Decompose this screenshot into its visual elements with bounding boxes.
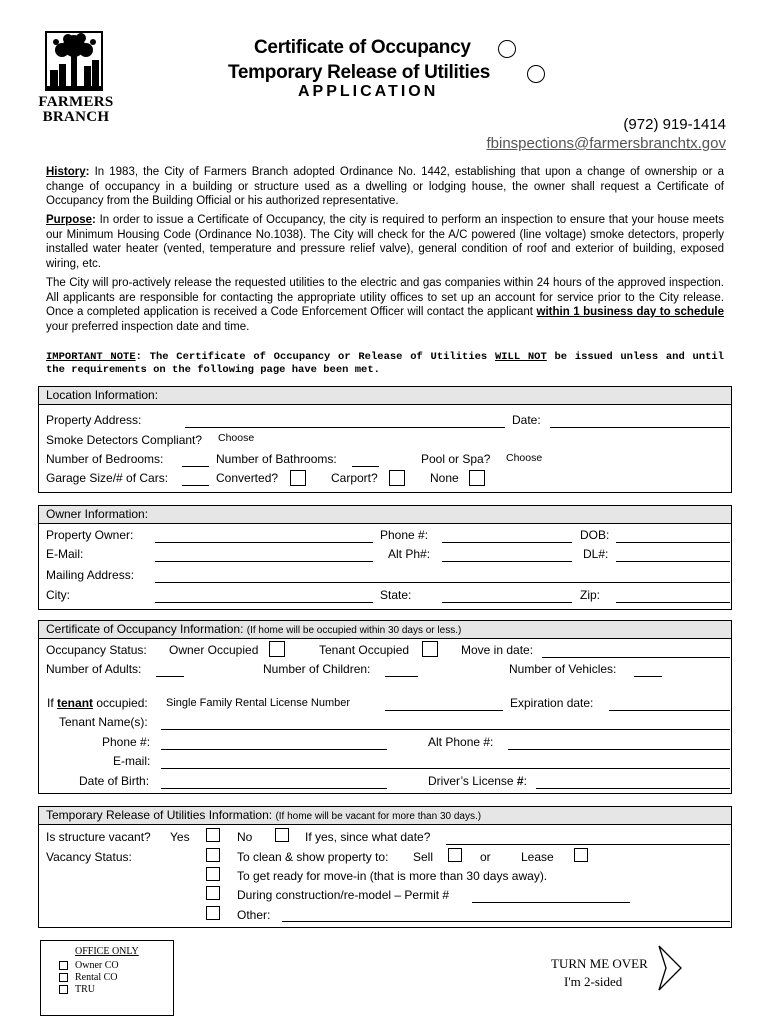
bedrooms-label: Number of Bedrooms: <box>46 452 164 466</box>
email-link[interactable]: fbinspections@farmersbranchtx.gov <box>486 135 726 152</box>
date-field[interactable] <box>550 427 730 428</box>
tenant-dob-label: Date of Birth: <box>79 774 150 788</box>
or-label: or <box>480 850 491 864</box>
bathrooms-label: Number of Bathrooms: <box>216 452 337 466</box>
logo-text-farmers: FARMERS <box>38 94 114 110</box>
none-checkbox[interactable] <box>469 470 485 486</box>
move-in-ready-label: To get ready for move-in (that is more than 30 days away). <box>237 869 548 883</box>
location-section <box>38 386 732 493</box>
vacant-no-checkbox[interactable] <box>275 828 289 842</box>
application-heading: APPLICATION <box>298 83 439 100</box>
tru-heading <box>39 807 731 825</box>
sell-checkbox[interactable] <box>448 848 462 862</box>
bathrooms-field[interactable] <box>352 466 379 467</box>
title-certificate-of-occupancy: Certificate of Occupancy <box>254 37 471 58</box>
vacancy-status-label: Vacancy Status: <box>46 850 132 864</box>
title-temporary-release: Temporary Release of Utilities <box>228 62 491 83</box>
history-text: In 1983, the City of Farmers Branch adopted Ordinance No. 1442, establishing that upon a change of ownership or a change of occupancy in a building or structure used as a dwelling or lodging house, the owner shall request a Certificate of Occupancy from the Building Official or his authorized representative. <box>46 166 724 207</box>
date-label: Date: <box>512 413 541 427</box>
tenant-dob-field[interactable] <box>161 788 387 789</box>
purpose-label: Purpose <box>46 214 93 226</box>
alt-ph-label: Alt Ph#: <box>388 547 431 561</box>
tenant-alt-phone-label: Alt Phone #: <box>428 735 494 749</box>
move-in-date-label: Move in date: <box>461 643 534 657</box>
dl-label: DL#: <box>583 547 609 561</box>
tenant-occupied-checkbox[interactable] <box>422 641 438 657</box>
other-label: Other: <box>237 908 271 922</box>
property-owner-field[interactable] <box>155 542 373 543</box>
since-date-label: If yes, since what date? <box>305 830 431 844</box>
state-label: State: <box>380 588 412 602</box>
tru-label: TRU <box>75 984 95 995</box>
vacant-question-label: Is structure vacant? <box>46 830 151 844</box>
note-label: IMPORTANT NOTE <box>46 351 136 363</box>
co-heading-note: (If home will be occupied within 30 days or less.) <box>246 625 462 636</box>
owner-occupied-checkbox[interactable] <box>269 641 285 657</box>
pool-spa-label: Pool or Spa? <box>421 452 491 466</box>
tenant-email-field[interactable] <box>161 768 730 769</box>
note-text-a: The Certificate of Occupancy or Release of Utilities <box>149 351 488 363</box>
note-will-not: WILL NOT <box>494 351 547 363</box>
mailing-address-label: Mailing Address: <box>46 568 135 582</box>
city-label: City: <box>46 588 70 602</box>
logo-text-branch: BRANCH <box>42 109 110 125</box>
zip-field[interactable] <box>616 602 730 603</box>
purpose-paragraph: Purpose: In order to issue a Certificate of Occupancy, the city is required to perform an inspection to ensure that your house meets our Minimum Housing Code (Ordinance No.1038). The City will check for the A/C powered (line voltage) smoke detectors, properly installed water heater (vented, temperature and pressure relief valve), general condition of roof and exterior of building, exposed wiring, etc. <box>46 214 724 270</box>
tenant-occupied-label: Tenant Occupied <box>319 643 410 657</box>
owner-phone-field[interactable] <box>442 542 572 543</box>
history-label: History <box>46 166 86 178</box>
owner-section <box>38 505 732 610</box>
rental-co-checkbox[interactable] <box>59 973 68 982</box>
vacant-yes-checkbox[interactable] <box>206 828 220 842</box>
rental-license-label: Single Family Rental License Number <box>166 697 351 709</box>
dob-label: DOB: <box>580 528 610 542</box>
rental-license-field[interactable] <box>385 710 503 711</box>
adults-label: Number of Adults: <box>46 662 142 676</box>
office-tru <box>75 984 95 995</box>
note-text-b: be issued unless and until the requirements on the following page have been met. <box>46 351 724 376</box>
owner-heading: Owner Information: <box>39 506 731 524</box>
owner-occupied-label: Owner Occupied <box>169 643 259 657</box>
co-section <box>38 620 732 794</box>
property-address-field[interactable] <box>185 427 505 428</box>
vehicles-field[interactable] <box>634 676 662 677</box>
tru-heading-note: (If home will be vacant for more than 30 days.) <box>275 811 482 822</box>
children-label: Number of Children: <box>263 662 371 676</box>
drivers-license-field[interactable] <box>536 788 730 789</box>
turn-me-over-text: TURN ME OVER <box>551 956 648 971</box>
if-tenant-occupied-label: If tenant occupied: <box>47 696 148 710</box>
tru-checkbox[interactable] <box>59 985 68 994</box>
lease-label: Lease <box>521 850 554 864</box>
alt-ph-field[interactable] <box>442 561 572 562</box>
office-only-box <box>40 940 174 1016</box>
construction-label: During construction/re-model – Permit # <box>237 888 450 902</box>
co-heading <box>39 621 731 639</box>
co-heading-text: Certificate of Occupancy Information: <box>46 622 244 636</box>
location-heading: Location Information: <box>39 387 731 405</box>
tenant-email-label: E-mail: <box>113 754 151 768</box>
tru-radio[interactable] <box>527 65 545 83</box>
permit-number-field[interactable] <box>472 902 630 903</box>
carport-label: Carport? <box>331 471 378 485</box>
tenant-phone-field[interactable] <box>161 749 387 750</box>
yes-label: Yes <box>170 830 190 844</box>
office-owner-co <box>75 960 119 971</box>
mailing-address-field[interactable] <box>155 582 730 583</box>
tenant-names-label: Tenant Name(s): <box>59 715 148 729</box>
release-text: The City will pro-actively release the requested utilities to the electric and gas companies within 24 hours of the approved inspection. All applicants are responsible for contacting the appropriate utility offices to set up an account for service prior to the City release. Once a completed application is received a Code Enforcement Officer will contact the applicant <box>46 277 724 318</box>
release-paragraph <box>46 276 724 334</box>
garage-field[interactable] <box>182 485 209 486</box>
occupancy-status-label: Occupancy Status: <box>46 643 147 657</box>
owner-email-field[interactable] <box>155 561 373 562</box>
owner-co-label: Owner CO <box>75 960 119 971</box>
owner-phone-label: Phone #: <box>380 528 429 542</box>
tru-heading-text: Temporary Release of Utilities Information: <box>46 808 273 822</box>
since-date-field[interactable] <box>446 844 730 845</box>
farmers-branch-logo <box>38 30 114 125</box>
history-paragraph: History: In 1983, the City of Farmers Branch adopted Ordinance No. 1442, establishing that upon a change of ownership or a change of occupancy in a building or structure used as a dwelling or lodging house, the owner shall request a Certificate of Occupancy from the Building Official or his authorized representative. <box>46 166 724 207</box>
sell-label: Sell <box>413 850 434 864</box>
property-owner-label: Property Owner: <box>46 528 134 542</box>
clean-show-checkbox[interactable] <box>206 848 220 862</box>
lease-checkbox[interactable] <box>574 848 588 862</box>
chevron-right-icon <box>656 944 684 992</box>
tenant-word: tenant <box>57 696 94 710</box>
no-label: No <box>237 830 253 844</box>
move-in-date-field[interactable] <box>542 657 730 658</box>
release-emphasis: within 1 business day to schedule <box>536 306 724 318</box>
state-field[interactable] <box>442 602 572 603</box>
tru-section <box>38 806 732 928</box>
other-checkbox[interactable] <box>206 906 220 920</box>
zip-label: Zip: <box>580 588 601 602</box>
dl-field[interactable] <box>616 561 730 562</box>
expiration-date-field[interactable] <box>609 710 730 711</box>
bedrooms-field[interactable] <box>182 466 209 467</box>
move-in-ready-checkbox[interactable] <box>206 867 220 881</box>
phone-number: (972) 919-1414 <box>623 116 726 133</box>
property-address-label: Property Address: <box>46 413 142 427</box>
owner-co-checkbox[interactable] <box>59 961 68 970</box>
converted-checkbox[interactable] <box>290 470 306 486</box>
dob-field[interactable] <box>616 542 730 543</box>
two-sided-text: I'm 2-sided <box>564 974 623 989</box>
tenant-phone-label: Phone #: <box>102 735 151 749</box>
drivers-license-label: Driver’s License #: <box>428 774 527 788</box>
smoke-detectors-label: Smoke Detectors Compliant? <box>46 433 203 447</box>
garage-label: Garage Size/# of Cars: <box>46 471 169 485</box>
purpose-text: In order to issue a Certificate of Occupancy, the city is required to perform an inspection to ensure that your house meets our Minimum Housing Code (Ordinance No.1038). The City will check for the A/C powered (line voltage) smoke detectors, properly installed water heater (vented, temperature and pressure relief valve), general condition of roof and exterior of building, exposed wiring, etc. <box>46 214 724 270</box>
tenant-alt-phone-field[interactable] <box>508 749 730 750</box>
none-label: None <box>430 471 459 485</box>
adults-field[interactable] <box>156 676 184 677</box>
co-radio[interactable] <box>498 40 516 58</box>
carport-checkbox[interactable] <box>389 470 405 486</box>
children-field[interactable] <box>385 676 418 677</box>
converted-label: Converted? <box>216 471 279 485</box>
tree-skyline-icon <box>44 30 104 92</box>
tenant-names-field[interactable] <box>161 729 730 730</box>
office-only-title: OFFICE ONLY <box>75 946 139 957</box>
rental-co-label: Rental CO <box>75 972 118 983</box>
smoke-detectors-select[interactable]: Choose <box>218 432 255 444</box>
clean-show-label: To clean & show property to: <box>237 850 389 864</box>
other-field[interactable] <box>282 921 730 922</box>
owner-email-label: E-Mail: <box>46 547 84 561</box>
important-note: IMPORTANT NOTE: The Certificate of Occupancy or Release of Utilities WILL NOT be issued unless and until the requirements on the following page have been met. <box>46 351 724 376</box>
expiration-date-label: Expiration date: <box>510 696 594 710</box>
release-tail: your preferred inspection date and time. <box>46 320 250 333</box>
office-rental-co <box>75 972 118 983</box>
city-field[interactable] <box>155 602 373 603</box>
pool-spa-select[interactable]: Choose <box>506 452 543 464</box>
vehicles-label: Number of Vehicles: <box>509 662 617 676</box>
construction-checkbox[interactable] <box>206 886 220 900</box>
